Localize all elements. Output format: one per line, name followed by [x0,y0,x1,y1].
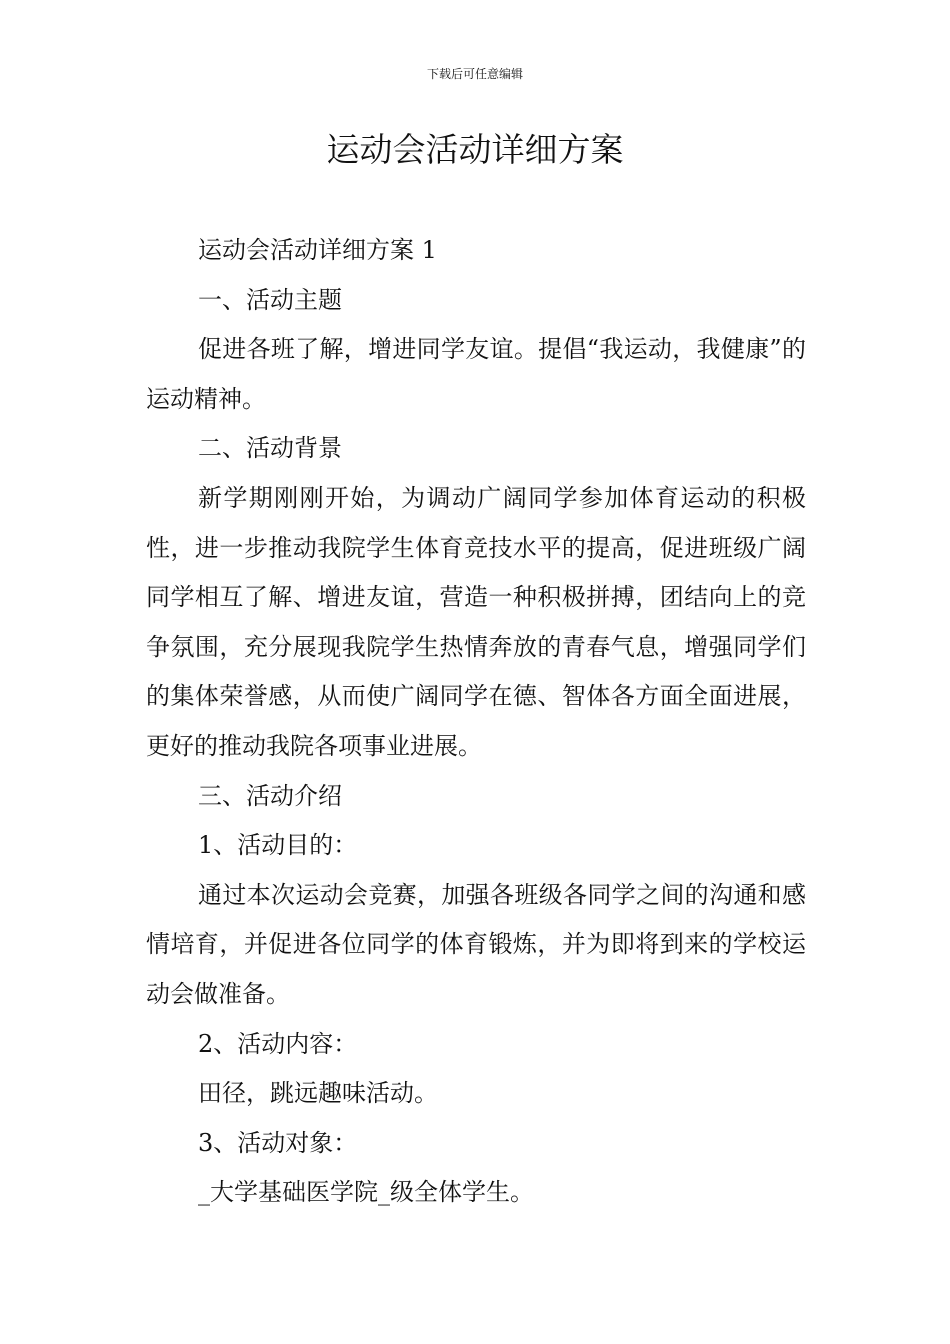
page-header-note: 下载后可任意编辑 [426,67,523,81]
document-body [146,226,806,1218]
subheading-purpose: 1、活动目的： [198,831,358,860]
document-title: 运动会活动详细方案 [326,130,624,169]
section-heading-theme: 一、活动主题 [198,285,342,314]
paragraph-background: 新学期刚刚开始，为调动广阔同学参加体育运动的积极性，进一步推动我院学生体育竞技水平的提高，促进班级广阔同学相互了解、增进友谊，营造一种积极拼搏，团结向上的竞争氛围，充分展现我院学生热情奔放的青春气息，增强同学们的集体荣誉感，从而使广阔同学在德、智体各方面全面进展，更好的推动我院各项事业进展。 [146,483,806,760]
paragraph-content: 田径，跳远趣味活动。 [198,1079,438,1108]
subheading-content: 2、活动内容： [198,1029,358,1058]
section-heading-plan-1: 运动会活动详细方案 1 [198,236,437,264]
section-heading-background: 二、活动背景 [198,434,342,463]
paragraph-theme: 促进各班了解，增进同学友谊。提倡“我运动，我健康”的运动精神。 [146,335,806,413]
paragraph-purpose: 通过本次运动会竞赛，加强各班级各同学之间的沟通和感情培育，并促进各位同学的体育锻炼，并为即将到来的学校运动会做准备。 [146,880,806,1008]
paragraph-participants: _大学基础医学院_级全体学生。 [198,1178,534,1207]
section-heading-introduction: 三、活动介绍 [198,781,342,810]
subheading-participants: 3、活动对象： [198,1128,358,1157]
